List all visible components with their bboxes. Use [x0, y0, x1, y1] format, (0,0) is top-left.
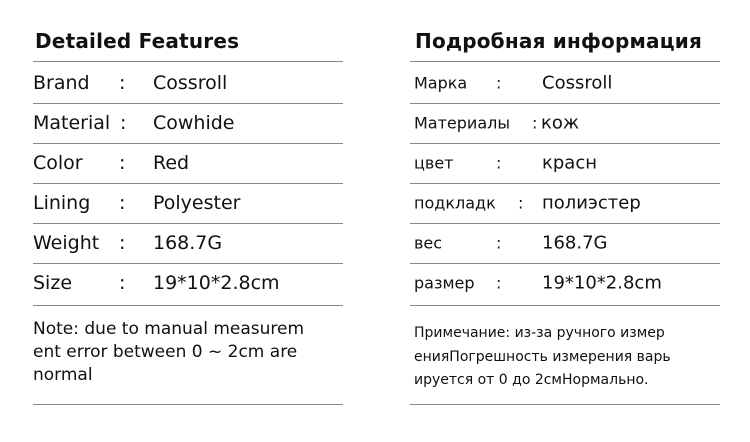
spec-value: Cowhide [153, 112, 235, 134]
spec-colon: : [496, 233, 502, 253]
spec-label: Марка [414, 73, 468, 93]
note-line: ируется от 0 до 2смНормально. [414, 372, 649, 388]
spec-value: 19*10*2.8cm [542, 272, 662, 294]
spec-label: цвет [414, 153, 454, 173]
spec-colon: : [119, 232, 126, 254]
spec-value: 168.7G [542, 232, 608, 254]
spec-row-brand [410, 63, 720, 103]
measurement-note [33, 318, 304, 387]
spec-label: размер [414, 273, 475, 293]
spec-value: 168.7G [153, 232, 223, 254]
panel-title: Detailed Features [35, 29, 240, 53]
measurement-note [414, 322, 671, 393]
divider [410, 404, 720, 405]
spec-label: подкладк [414, 193, 496, 213]
spec-colon: : [119, 152, 126, 174]
spec-label: Material [33, 112, 111, 134]
spec-row-material [410, 103, 720, 143]
spec-row-color [33, 143, 343, 183]
spec-row-color [410, 143, 720, 183]
divider [33, 305, 343, 306]
note-line: ent error between 0 ~ 2cm are [33, 342, 298, 362]
spec-value: 19*10*2.8cm [153, 272, 280, 294]
spec-colon: : [496, 273, 502, 293]
spec-label: Size [33, 272, 73, 294]
spec-colon: : [518, 193, 524, 213]
spec-value: Cossroll [542, 72, 613, 94]
spec-row-brand [33, 63, 343, 103]
spec-label: Weight [33, 232, 100, 254]
note-line: Примечание: из-за ручного измер [414, 325, 665, 341]
spec-label: Lining [33, 192, 91, 214]
spec-value: Red [153, 152, 190, 174]
spec-colon: : [496, 73, 502, 93]
spec-colon: : [532, 113, 538, 133]
spec-row-weight [410, 223, 720, 263]
divider [33, 404, 343, 405]
spec-row-size [410, 263, 720, 303]
spec-colon: : [119, 272, 126, 294]
note-line: Note: due to manual measurem [33, 319, 305, 339]
divider [410, 305, 720, 306]
spec-value: Polyester [153, 192, 241, 214]
spec-row-lining [33, 183, 343, 223]
divider [33, 61, 343, 62]
spec-value: красн [542, 152, 597, 174]
note-line: енияПогрешность измерения варь [414, 348, 671, 365]
spec-colon: : [496, 153, 502, 173]
spec-colon: : [119, 72, 126, 94]
spec-label: вес [414, 233, 443, 253]
divider [410, 61, 720, 62]
spec-colon: : [120, 112, 127, 134]
spec-value: кож [541, 112, 580, 134]
panel-title: Подробная информация [415, 29, 703, 53]
spec-row-material [33, 103, 343, 143]
spec-label: Материалы [414, 113, 510, 133]
spec-value: Cossroll [153, 72, 228, 94]
spec-label: Color [33, 152, 83, 174]
spec-row-lining [410, 183, 720, 223]
spec-colon: : [119, 192, 126, 214]
spec-row-size [33, 263, 343, 303]
spec-value: полиэстер [542, 192, 641, 214]
spec-row-weight [33, 223, 343, 263]
note-line: normal [33, 365, 93, 385]
spec-label: Brand [33, 72, 90, 94]
